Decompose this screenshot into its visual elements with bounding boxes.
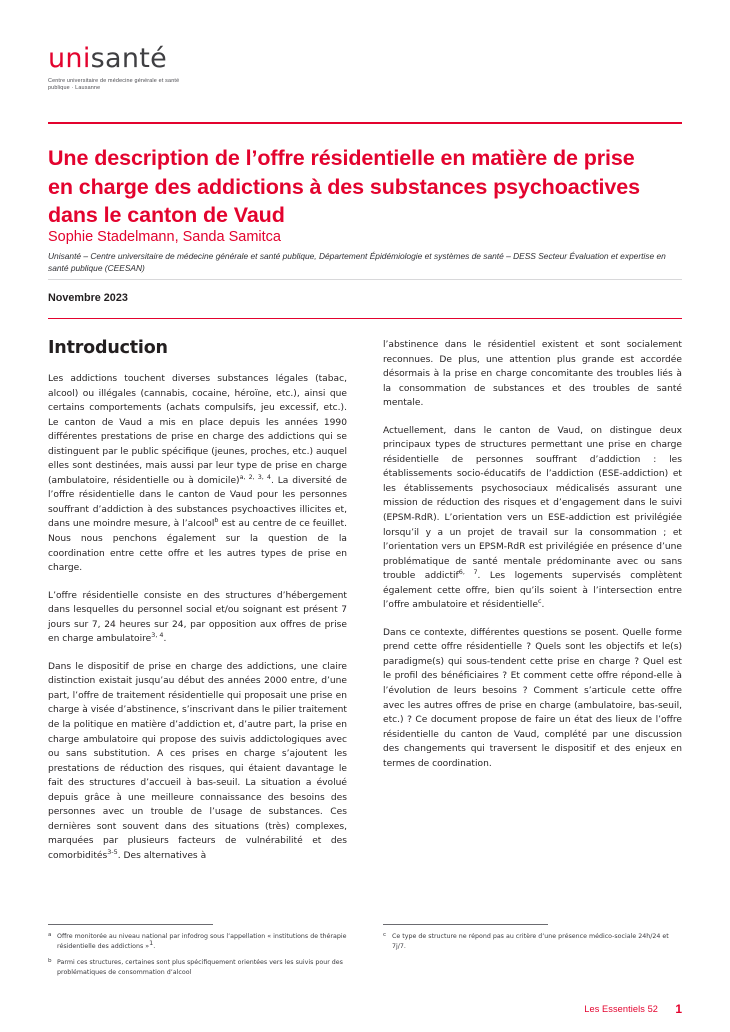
footnote-item	[383, 932, 682, 951]
footnote-marker: c	[383, 931, 387, 938]
footnotes-right	[383, 932, 682, 958]
affiliation-separator-rule	[48, 279, 682, 280]
page-title: Une description de l’offre résidentielle en matière de prise en charge des addictions à des substances psychoactives dans le canton de Vaud	[48, 146, 640, 228]
paragraph: Les addictions touchent diverses substances légales (tabac, alcool) ou illégales (cannabis, cocaine, héroïne, etc.), ainsi que certains comportements (achats compulsifs, jeu excessif, etc.). Le canton de Vaud a mis en place depuis les années 1990 différentes prestations de prise en charge des addictions qui se distinguent par le public spécifique (jeunes, proches, etc.) auquel elles sont destinées, mais aussi par leur type de prise en charge (ambulatoire, résidentielle ou à domicile)$^{a, 2, 3, 4}$. La diversité de l’offre résidentielle dans le canton de Vaud pour les personnes souffrant d’addiction à des substances psychoactives illicites et, dans une moindre mesure, à l’alcool$^b$ est au centre de ce feuillet. Nous nous penchons également sur la question de la coordination entre cette offre et les autres types de prise en charge.	[48, 374, 347, 574]
footnote-marker: a	[48, 931, 52, 938]
page-number: 1	[675, 1002, 682, 1016]
footnote-text: Parmi ces structures, certaines sont plus spécifiquement orientées vers les suivis pour des problématiques de consommation d’alcool	[57, 959, 343, 976]
title-top-rule	[48, 122, 682, 124]
paragraph: Dans le dispositif de prise en charge des addictions, une claire distinction existait jusqu’au début des années 2000 entre, d’une part, l’offre de traitement résidentielle qui proposait une prise en charge à visée d’abstinence, s’inscrivant dans le pilier traitement de la politique en matière d’addiction et, d’autre part, la prise en charge ambulatoire qui propose des suivis addictologiques avec ou sans substitution. A ces prises en charge s’ajoutent les prestations de réduction des risques, qui étaient davantage le fait des structures d’accueil à bas-seuil. La situation a évolué depuis grâce à une meilleure connaissance des besoins des personnes avec un trouble de l’usage de substances. Ces dernières sont souvent dans des situations (très) complexes, marquées par plusieurs facteurs de vulnérabilité et des comorbidités$^{3-5}$. Des alternatives à	[48, 661, 347, 861]
footnote-item	[48, 958, 347, 977]
publication-date: Novembre 2023	[48, 292, 128, 304]
footnote-item	[48, 932, 347, 951]
footnotes-left	[48, 932, 347, 984]
affiliation: Unisanté – Centre universitaire de médecine générale et santé publique, Département Épidémiologie et systèmes de santé – DESS Secteur Évaluation et expertise en santé publique (CEESAN)	[48, 251, 666, 273]
body-columns	[48, 338, 682, 938]
footnote-separator-rule	[48, 924, 213, 925]
authors: Sophie Stadelmann, Sanda Samitca	[48, 229, 281, 245]
logo-wordmark	[48, 44, 348, 74]
right-column	[383, 338, 682, 771]
unisante-logo	[48, 44, 348, 93]
footnote-separator-rule	[383, 924, 548, 925]
logo-tagline: Centre universitaire de médecine générale et santé publique · Lausanne	[48, 78, 180, 92]
paragraph: l’abstinence dans le résidentiel existent et sont socialement reconnues. De plus, une attention plus grande est accordée désormais à la prise en charge concomitante des troubles liés à la consommation de substances et des troubles de santé mentale.	[383, 340, 682, 409]
paragraph: Dans ce contexte, différentes questions se posent. Quelle forme prend cette offre résidentielle ? Quels sont les objectifs et le(s) paradigme(s) qui sous-tendent cette prise en charge ? Quel est le profil des bénéficiaires ? Et comment cette offre répond-elle à l’évolution de leurs besoins ? Comment s’articule cette offre avec les autres offres de prise en charge (ambulatoire, bas-seuil, etc.) ? Ce document propose de faire un état des lieux de l’offre résidentielle du canton de Vaud, complété par une discussion des changements qui traversent le dispositif et des enjeux en termes de coordination.	[383, 627, 682, 769]
logo-sante-text: santé	[90, 43, 168, 74]
paragraph: L’offre résidentielle consiste en des structures d’hébergement dans lesquelles du personnel social et/ou soignant est présent 7 jours sur 7, 24 heures sur 24, par opposition aux offres de prise en charge ambulatoire$^{3, 4}$.	[48, 590, 347, 645]
footnote-marker: b	[48, 957, 52, 964]
footnote-text: Offre monitorée au niveau national par infodrog sous l’appellation « institutions de thérapie résidentielle des addictions »$^1$.	[57, 933, 347, 950]
footnote-text: Ce type de structure ne répond pas au critère d’une présence médico-sociale 24h/24 et 7j/7.	[392, 933, 669, 950]
left-column	[48, 338, 347, 864]
header-bottom-rule	[48, 318, 682, 319]
section-heading-introduction: Introduction	[48, 338, 168, 358]
series-label: Les Essentiels 52	[584, 1004, 658, 1014]
logo-uni-text: uni	[48, 43, 91, 74]
page-footer	[48, 996, 682, 1016]
paragraph: Actuellement, dans le canton de Vaud, on distingue deux principaux types de structures permettant une prise en charge résidentielle de personnes souffrant d’addiction : les établissements socio-éducatifs de l’addiction (ESE-addiction) et les établissements psychosociaux médicalisés assurant une mission de réduction des risques et d’engagement dans le suivi (EPSM-RdR). L’orientation vers un ESE-addiction est privilégiée lorsqu’il y a un projet de travail sur la consommation ; et l’orientation vers un EPSM-RdR est privilégiée en présence d’une problématique de santé mentale prédominante avec ou sans trouble addictif$^{6, 7}$. Les logements supervisés complètent également cette offre, bien qu’ils soient à l’intersection entre l’offre ambulatoire et résidentielle$^c$.	[383, 425, 682, 611]
